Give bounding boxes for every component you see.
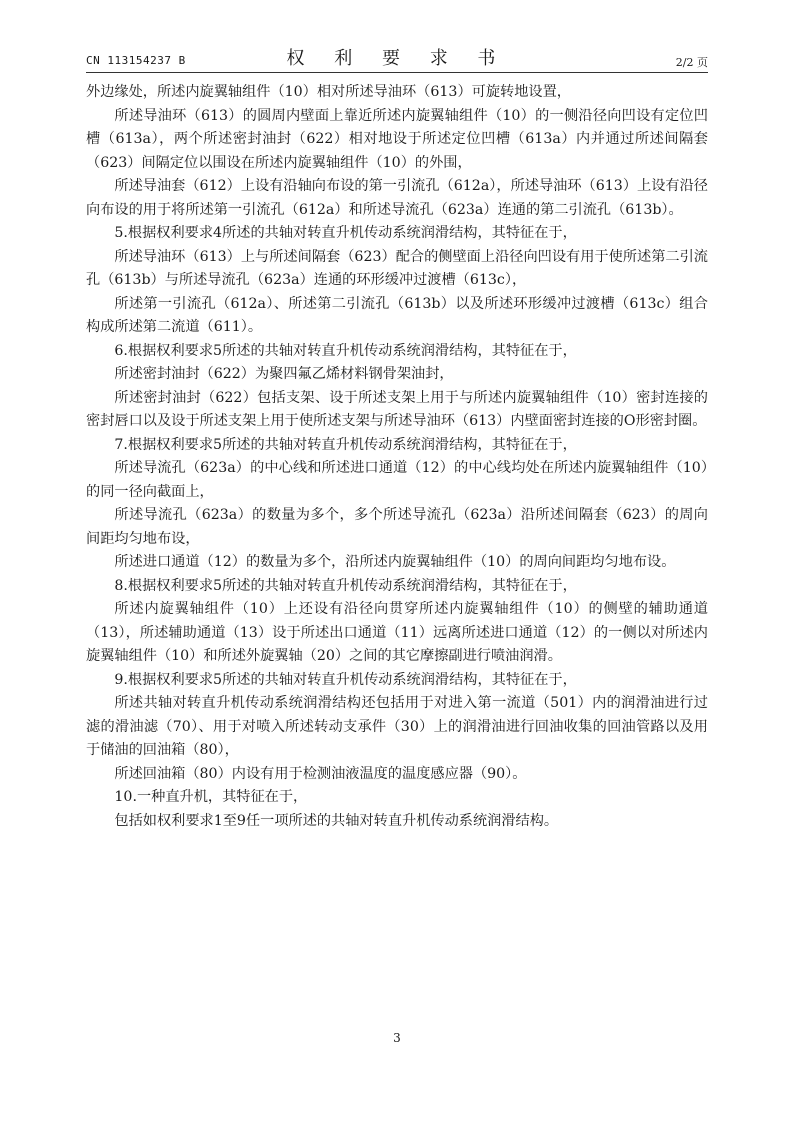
page-number: 3 [393,1031,401,1045]
claim-paragraph: 所述共轴对转直升机传动系统润滑结构还包括用于对进入第一流道（501）内的润滑油进行过滤的滑油滤（70）、用于对喷入所述转动支承件（30）上的润滑油进行回油收集的回油管路以及用于储油的回油箱（80）， [86,695,708,758]
claim-paragraph: 所述导油环（613）的圆周内壁面上靠近所述内旋翼轴组件（10）的一侧沿径向凹设有定位凹槽（613a），两个所述密封油封（622）相对地设于所述定位凹槽（613a）内并通过所述间隔套（623）间隔定位以围设在所述内旋翼轴组件（10）的外围， [86,107,708,171]
claim-heading: 7.根据权利要求5所述的共轴对转直升机传动系统润滑结构，其特征在于， [114,436,577,453]
claim-paragraph: 所述第一引流孔（612a）、所述第二引流孔（613b）以及所述环形缓冲过渡槽（613c）组合构成所述第二流道（611）。 [86,295,708,335]
claim-heading: 8.根据权利要求5所述的共轴对转直升机传动系统润滑结构，其特征在于， [114,577,577,594]
claim-heading: 5.根据权利要求4所述的共轴对转直升机传动系统润滑结构，其特征在于， [114,225,577,241]
claim-paragraph: 所述密封油封（622）为聚四氟乙烯材料钢骨架油封， [114,366,454,382]
claim-paragraph: 所述进口通道（12）的数量为多个，沿所述内旋翼轴组件（10）的周向间距均匀地布设。 [114,554,676,570]
claim-paragraph: 所述内旋翼轴组件（10）上还设有沿径向贯穿所述内旋翼轴组件（10）的侧壁的辅助通道（13），所述辅助通道（13）设于所述出口通道（11）远离所述进口通道（12）的一侧以对所述内旋翼轴组件（10）和所述外旋翼轴（20）之间的其它摩擦副进行喷油润滑。 [86,601,708,664]
claim-heading: 10.一种直升机，其特征在于， [114,789,308,805]
header-divider [86,72,708,73]
document-title: 权 利 要 求 书 [286,48,508,69]
claim-paragraph: 所述回油箱（80）内设有用于检测油液温度的温度感应器（90）。 [114,765,527,782]
page-indicator: 2/2 页 [675,56,708,69]
page-header [86,44,708,70]
claim-paragraph: 包括如权利要求1至9任一项所述的共轴对转直升机传动系统润滑结构。 [114,812,559,829]
claim-paragraph: 所述导流孔（623a）的数量为多个，多个所述导流孔（623a）沿所述间隔套（623）的周向间距均匀地布设， [86,507,708,547]
claim-paragraph: 所述密封油封（622）包括支架、设于所述支架上用于与所述内旋翼轴组件（10）密封连接的密封唇口以及设于所述支架上用于使所述支架与所述导油环（613）内壁面密封连接的O形密封圈。 [86,389,708,429]
claim-heading: 6.根据权利要求5所述的共轴对转直升机传动系统润滑结构，其特征在于， [114,342,577,359]
patent-number: CN 113154237 B [86,54,186,67]
claim-paragraph: 所述导油套（612）上设有沿轴向布设的第一引流孔（612a），所述导油环（613）上设有沿径向布设的用于将所述第一引流孔（612a）和所述导流孔（623a）连通的第二引流孔（613b）。 [86,178,708,218]
claim-paragraph: 所述导流孔（623a）的中心线和所述进口通道（12）的中心线均处在所述内旋翼轴组件（10）的同一径向截面上， [86,460,708,500]
claim-heading: 9.根据权利要求5所述的共轴对转直升机传动系统润滑结构，其特征在于， [114,671,577,688]
claim-paragraph: 外边缘处，所述内旋翼轴组件（10）相对所述导油环（613）可旋转地设置， [86,84,571,100]
claim-paragraph: 所述导油环（613）上与所述间隔套（623）配合的侧壁面上沿径向凹设有用于使所述第二引流孔（613b）与所述导流孔（623a）连通的环形缓冲过渡槽（613c）， [86,248,708,288]
claims-body [86,81,708,833]
